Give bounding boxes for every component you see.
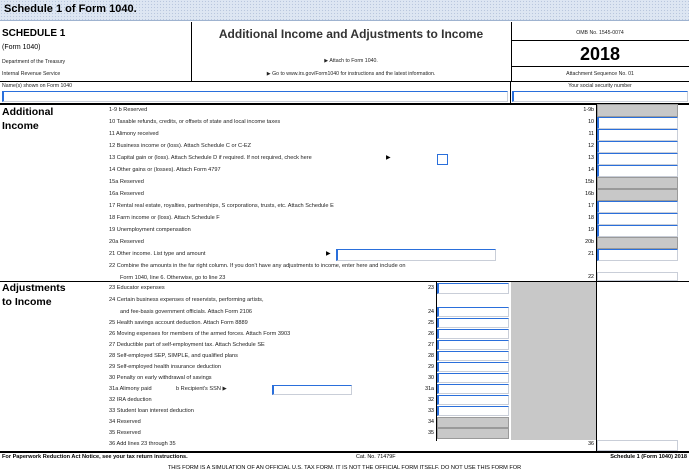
line22-total xyxy=(597,272,678,281)
line-text: 26 Moving expenses for members of the armed forces. Attach Form 3903 xyxy=(109,331,291,337)
line-number: 20b xyxy=(585,239,594,245)
section-income-1: Additional xyxy=(2,106,54,118)
line-34-shaded xyxy=(437,417,509,428)
line31a-input[interactable] xyxy=(437,384,509,394)
footer-paperwork: For Paperwork Reduction Act Notice, see your tax return instructions. xyxy=(2,454,188,460)
line-number: 17 xyxy=(588,203,594,209)
goto-instruction: ▶ Go to www.irs.gov/Form1040 for instructions and the latest information. xyxy=(266,71,436,77)
header-bottom-rule xyxy=(0,81,689,82)
line-text: 28 Self-employed SEP, SIMPLE, and qualified plans xyxy=(109,353,238,359)
line-text: 16a Reserved xyxy=(109,191,144,197)
line-text: 21 Other income. List type and amount xyxy=(109,251,206,257)
line-text: 11 Alimony received xyxy=(109,131,159,137)
section-adjust-1: Adjustments xyxy=(2,282,66,294)
line13-input[interactable] xyxy=(597,153,678,165)
form-number: (Form 1040) xyxy=(2,44,41,51)
line-number: 24 xyxy=(428,309,434,315)
line10-input[interactable] xyxy=(597,117,678,129)
dept-treasury: Department of the Treasury xyxy=(2,59,66,65)
line-text: 13 Capital gain or (loss). Attach Schedule D if required. If not required, check here xyxy=(109,155,312,161)
section-adjust-2: to Income xyxy=(2,296,52,308)
line18-input[interactable] xyxy=(597,213,678,225)
line13-checkbox[interactable] xyxy=(437,154,448,165)
line33-input[interactable] xyxy=(437,406,509,416)
omb-rule xyxy=(511,40,689,41)
names-bottom-rule xyxy=(0,103,689,105)
line-text: 32 IRA deduction xyxy=(109,397,152,403)
line23-input[interactable] xyxy=(437,283,509,294)
footer-form: Schedule 1 (Form 1040) 2018 xyxy=(610,454,687,460)
names-divider xyxy=(510,81,511,103)
line-text: 18 Farm income or (loss). Attach Schedule F xyxy=(109,215,220,221)
attachment-seq: Attachment Sequence No. 01 xyxy=(566,71,634,77)
line-text: 29 Self-employed health insurance deduction xyxy=(109,364,221,370)
line-number: 35 xyxy=(428,430,434,436)
line21-type-input[interactable] xyxy=(336,249,496,261)
line32-input[interactable] xyxy=(437,395,509,405)
line-number: 29 xyxy=(428,364,434,370)
year-rule xyxy=(511,66,689,67)
schedule-banner xyxy=(0,0,689,21)
adjust-num-divider xyxy=(596,281,597,452)
tax-year: 2018 xyxy=(579,44,621,64)
line-text: 36 Add lines 23 through 35 xyxy=(109,441,176,447)
line-text: 33 Student loan interest deduction xyxy=(109,408,194,414)
line29-input[interactable] xyxy=(437,362,509,372)
footer-rule xyxy=(0,451,689,453)
line-15b-shaded xyxy=(597,177,678,189)
line-16b-shaded xyxy=(597,189,678,201)
omb-number: OMB No. 1545-0074 xyxy=(576,30,624,36)
line-number: 25 xyxy=(428,320,434,326)
line21-input[interactable] xyxy=(597,249,678,261)
line27-input[interactable] xyxy=(437,340,509,350)
line-text: 31a Alimony paid xyxy=(109,386,152,392)
schedule-name: SCHEDULE 1 xyxy=(2,28,66,39)
line-text: 12 Business income or (loss). Attach Schedule C or C-EZ xyxy=(109,143,252,149)
line25-input[interactable] xyxy=(437,318,509,328)
line-text: 27 Deductible part of self-employment tax. Attach Schedule SE xyxy=(109,342,265,348)
irs-label: Internal Revenue Service xyxy=(2,71,61,77)
simulation-notice: THIS FORM IS A SIMULATION OF AN OFFICIAL U.S. TAX FORM. IT IS NOT THE OFFICIAL FORM ITSELF. DO NOT USE THIS FORM FOR xyxy=(167,465,522,471)
line26-input[interactable] xyxy=(437,329,509,339)
line-number: 18 xyxy=(588,215,594,221)
line-number: 11 xyxy=(588,131,594,137)
line-number: 31a xyxy=(425,386,434,392)
line-text: 14 Other gains or (losses). Attach Form 4797 xyxy=(109,167,221,173)
banner-title: Schedule 1 of Form 1040. xyxy=(4,3,137,15)
line19-input[interactable] xyxy=(597,225,678,237)
recipient-ssn-label: b Recipient's SSN ▶ xyxy=(176,386,227,392)
line-text: Form 1040, line 6. Otherwise, go to line 23 xyxy=(120,275,226,281)
form-title: Additional Income and Adjustments to Income xyxy=(218,27,484,41)
line-text: 24 Certain business expenses of reservists, performing artists, xyxy=(109,297,264,303)
line-number: 19 xyxy=(588,227,594,233)
line-1-9b-shaded xyxy=(597,104,678,117)
line11-input[interactable] xyxy=(597,129,678,141)
adjust-right-shaded xyxy=(511,282,596,440)
line-35-shaded xyxy=(437,428,509,439)
line-number: 28 xyxy=(428,353,434,359)
line36-total xyxy=(597,440,678,451)
line-text: 10 Taxable refunds, credits, or offsets of state and local income taxes xyxy=(109,119,281,125)
line-number: 10 xyxy=(588,119,594,125)
names-label: Name(s) shown on Form 1040 xyxy=(2,83,73,89)
ssn-label: Your social security number xyxy=(568,83,632,89)
line-text: 25 Health savings account deduction. Attach Form 8889 xyxy=(109,320,248,326)
footer-cat: Cat. No. 71479F xyxy=(356,454,396,460)
line28-input[interactable] xyxy=(437,351,509,361)
line-number: 34 xyxy=(428,419,434,425)
line-text: 35 Reserved xyxy=(109,430,141,436)
line-number: 21 xyxy=(588,251,594,257)
line-number: 33 xyxy=(428,408,434,414)
arrow-icon: ▶ xyxy=(386,155,391,161)
line-text: 34 Reserved xyxy=(109,419,141,425)
line12-input[interactable] xyxy=(597,141,678,153)
attach-instruction: ▶ Attach to Form 1040. xyxy=(324,58,378,64)
line-20b-shaded xyxy=(597,237,678,249)
line-text: 23 Educator expenses xyxy=(109,285,165,291)
line-text: 30 Penalty on early withdrawal of savings xyxy=(109,375,212,381)
line-number: 26 xyxy=(428,331,434,337)
line-text: 19 Unemployment compensation xyxy=(109,227,191,233)
line-number: 1-9b xyxy=(583,107,594,113)
line-number: 12 xyxy=(588,143,594,149)
line-number: 16b xyxy=(585,191,594,197)
line-number: 36 xyxy=(588,441,594,447)
line-text: 20a Reserved xyxy=(109,239,144,245)
line-number: 30 xyxy=(428,375,434,381)
line-number: 32 xyxy=(428,397,434,403)
ssn-input[interactable] xyxy=(512,91,688,102)
section-income-2: Income xyxy=(2,120,39,132)
names-input[interactable] xyxy=(2,91,508,102)
line-text: 17 Rental real estate, royalties, partnerships, S corporations, trusts, etc. Attach Schedule E xyxy=(109,203,334,209)
line-number: 27 xyxy=(428,342,434,348)
line-number: 14 xyxy=(588,167,594,173)
line17-input[interactable] xyxy=(597,201,678,213)
line30-input[interactable] xyxy=(437,373,509,383)
line14-input[interactable] xyxy=(597,165,678,177)
line-number: 22 xyxy=(588,274,594,280)
line-text: 22 Combine the amounts in the far right column. If you don't have any adjustments to income, enter here and include on xyxy=(109,263,406,269)
line-number: 23 xyxy=(428,285,434,291)
line-text: 1-9 b Reserved xyxy=(109,107,148,113)
recipient-ssn-input[interactable] xyxy=(272,385,352,395)
line-text: and fee-basis government officials. Attach Form 2106 xyxy=(120,309,253,315)
line-text: 15a Reserved xyxy=(109,179,144,185)
line-number: 13 xyxy=(588,155,594,161)
line-number: 15b xyxy=(585,179,594,185)
line24-input[interactable] xyxy=(437,307,509,317)
arrow-icon: ▶ xyxy=(326,251,331,257)
